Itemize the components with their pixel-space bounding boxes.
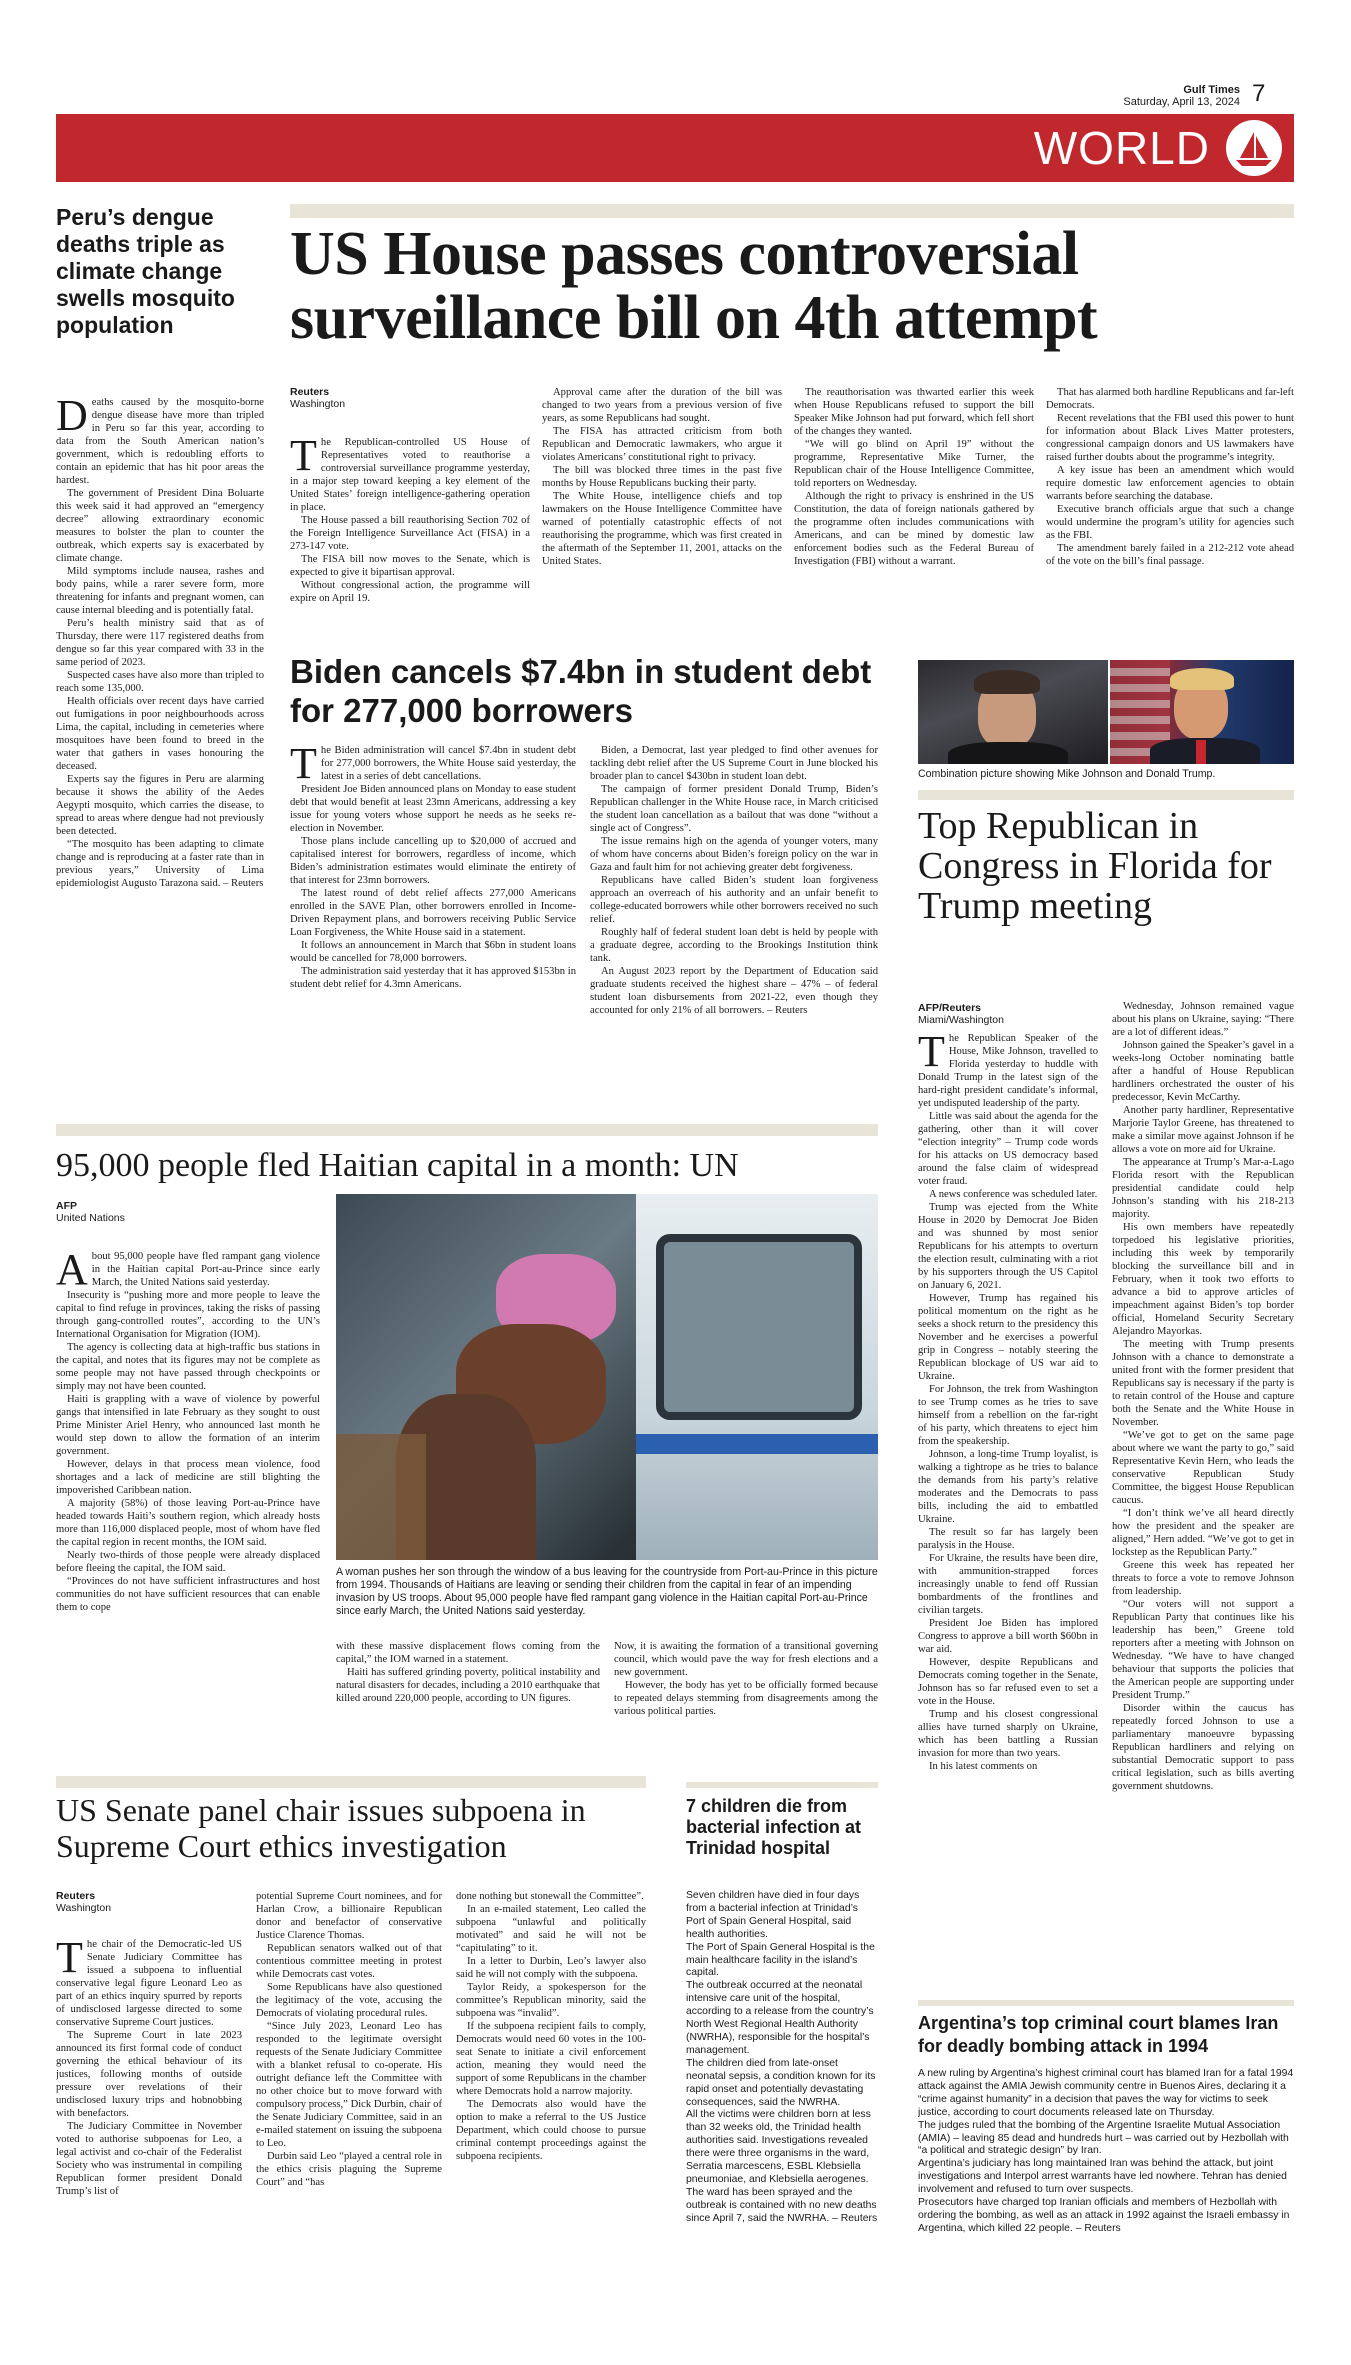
dhow-boat-icon xyxy=(1226,120,1282,176)
paragraph: The children died from late-onset neonatal sepsis, a condition known for its rapid onset and potentially devastating consequences, said the NWRHA. xyxy=(686,2057,876,2108)
paragraph: Haiti is grappling with a wave of violence by powerful gangs that intensified in late February as they sought to oust Prime Minister Ariel Henry, who announced last month he would step down to allow the formation of an interim government. xyxy=(56,1394,320,1457)
paragraph: Roughly half of federal student loan debt is held by people with a graduate degree, according to the Brookings Institution think tank. xyxy=(590,927,878,964)
paragraph: For Ukraine, the results have been dire, with ammunition-strapped forces increasingly unable to fend off Russian bombardments of the frontlines and civilian targets. xyxy=(918,1553,1098,1616)
paragraph: In an e-mailed statement, Leo called the subpoena “unlawful and politically motivated” and said he will not be “capitulating” to it. xyxy=(456,1904,646,1954)
paragraph: A new ruling by Argentina’s highest criminal court has blamed Iran for a fatal 1994 attack against the AMIA Jewish community centre in Buenos Aires, declaring it a “crime against humanity” in a decision that paves the way for victims to seek justice, according to court documents released late on Thursday. xyxy=(918,2068,1294,2118)
paragraph: If the subpoena recipient fails to comply, Democrats would need 60 votes in the 100-seat Senate to initiate a civil enforcement action, meaning they would need the support of some Republicans in the chamber where Democrats hold a narrow majority. xyxy=(456,2021,646,2097)
page-number: 7 xyxy=(1252,80,1266,107)
paragraph: “The mosquito has been adapting to climate change and is reproducing at a faster rate than in previous years,” University of Lima epidemiologist Augusto Tarazona said. – Reuters xyxy=(56,839,264,889)
photo-caption: Combination picture showing Mike Johnson and Donald Trump. xyxy=(918,768,1216,780)
paragraph: “We will go blind on April 19” without the programme, Representative Mike Turner, the Republican chair of the House Intelligence Committee, told reporters on Wednesday. xyxy=(794,439,1034,489)
paragraph: It follows an announcement in March that $6bn in student loans would be cancelled for 78,000 borrowers. xyxy=(290,940,576,964)
paragraph: In a letter to Durbin, Leo’s lawyer also said he will not comply with the subpoena. xyxy=(456,1956,646,1980)
haiti-photo-caption: A woman pushes her son through the window of a bus leaving for the countryside from Port-au-Prince in this picture from 1994. Thousands of Haitians are leaving or sending their children from the capital in fear of an impending invasion by US troops. About 95,000 people have fled rampant gang violence in the Haitian capital Port-au-Prince since early March, the United Nations said yesterday. xyxy=(336,1566,878,1617)
dateline: Miami/Washington xyxy=(918,1014,1004,1026)
argentina-top-rule xyxy=(918,2000,1294,2006)
haiti-byline xyxy=(56,1200,256,1224)
paragraph: Health officials over recent days have carried out fumigations in poor neighbourhoods across Lima, the capital, including in cemeteries where mosquitoes have been found to breed in the water that gathers in vases honouring the deceased. xyxy=(56,696,264,772)
agency: Reuters xyxy=(56,1890,96,1902)
haiti-col-1 xyxy=(56,1250,320,1830)
dateline: Washington xyxy=(290,398,346,410)
paragraph: A news conference was scheduled later. xyxy=(929,1189,1098,1200)
paragraph: In his latest comments on xyxy=(929,1761,1038,1772)
paragraph: The government of President Dina Boluarte this week said it had approved an “emergency decree” allowing extraordinary economic measures to bolster the plan to counter the outbreak, which experts say is exacerbated by climate change. xyxy=(56,488,264,564)
senate-col-1 xyxy=(56,1938,242,2320)
surveillance-col-2 xyxy=(542,386,782,616)
surveillance-byline xyxy=(290,386,490,410)
dropcap: D xyxy=(56,396,88,440)
johnson-photo xyxy=(918,660,1108,764)
paragraph: with these massive displacement flows coming from the capital,” the IOM warned in a statement. xyxy=(336,1641,600,1665)
paragraph: bout 95,000 people have fled rampant gang violence in the Haitian capital Port-au-Prince since early March, the United Nations said yesterday. xyxy=(91,1251,320,1288)
biden-headline: Biden cancels $7.4bn in student debt for 277,000 borrowers xyxy=(290,653,872,729)
paragraph: The FISA has attracted criticism from both Republican and Democratic lawmakers, who argue it violates Americans’ constitutional right to privacy. xyxy=(542,426,782,463)
paragraph: His own members have repeatedly torpedoed his legislative priorities, including this week by temporarily blocking the surveillance bill and in February, when it took two efforts to advance a bid to approve articles of impeachment against Biden’s top border official, Homeland Security Secretary Alejandro Mayorkas. xyxy=(1112,1222,1294,1337)
paragraph: Argentina’s judiciary has long maintained Iran was behind the attack, but joint investigations and Interpol arrest warrants have led nowhere. Tehran has denied involvement and refused to turn over suspects. xyxy=(918,2158,1287,2196)
paragraph: Those plans include cancelling up to $20,000 of accrued and capitalised interest for borrowers, regardless of income, which Biden’s administration estimates would eliminate the entirety of that interest for 23mn borrowers. xyxy=(290,836,576,886)
haiti-bus-photo xyxy=(336,1194,878,1560)
paragraph: The reauthorisation was thwarted earlier this week when House Republicans refused to support the bill Speaker Mike Johnson had put forward, which fell short of the changes they wanted. xyxy=(794,387,1034,437)
paragraph: The agency is collecting data at high-traffic bus stations in the capital, and notes that its figures may not be complete as some people may not have passed through checkpoints or simply may not have been counted. xyxy=(56,1342,320,1392)
paragraph: eaths caused by the mosquito-borne dengue disease have more than tripled in Peru so far this year, according to data from the South American nation’s government, which is redoubling efforts to contain an epidemic that has hit poor areas the hardest. xyxy=(56,397,264,486)
paragraph: Executive branch officials argue that such a change would undermine the program’s utility for agencies such as the FBI. xyxy=(1046,504,1294,541)
paragraph: The appearance at Trump’s Mar-a-Lago Florida resort with the Republican presidential candidate could help Johnson’s standing with his 218-213 majority. xyxy=(1112,1157,1294,1220)
paragraph: The House passed a bill reauthorising Section 702 of the Foreign Intelligence Surveillance Act (FISA) in a 273-147 vote. xyxy=(290,515,530,552)
paragraph: The issue remains high on the agenda of younger voters, many of whom have concerns about Biden’s foreign policy on the war in Gaza and fault him for not achieving greater debt forgiveness. xyxy=(590,836,878,873)
paragraph: However, delays in that process mean violence, food shortages and a lack of medicine are still blighting the impoverished Caribbean nation. xyxy=(56,1459,320,1496)
senate-col-3 xyxy=(456,1890,646,2320)
paragraph: Biden, a Democrat, last year pledged to find other avenues for tackling debt relief after the US Supreme Court in June blocked his broader plan to cancel $430bn in student loan debt. xyxy=(590,745,878,782)
paragraph: he Republican-controlled US House of Representatives voted to reauthorise a controversial surveillance programme yesterday, in a major step toward keeping a key element of the United States’ foreign intelligence-gathering operation in place. xyxy=(290,437,530,513)
paragraph: he Republican Speaker of the House, Mike Johnson, travelled to Florida yesterday to huddle with Donald Trump in the latest sign of the hard-right president candidate’s informal, yet undisputed leadership of the party. xyxy=(918,1033,1098,1109)
paragraph: “I don’t think we’ve all heard directly how the president and the speaker are aligned,” Hern added. “We’ve got to get in lockstep as the Republican Party.” xyxy=(1112,1508,1294,1558)
paragraph: he Biden administration will cancel $7.4bn in student debt for 277,000 borrowers, the White House said yesterday, the latest in a series of debt cancellations. xyxy=(320,745,576,782)
paragraph: An August 2023 report by the Department of Education said graduate students received the highest share – 47% – of federal student loan disbursements from 2021-22, even though they accounted for only 21% of all borrowers. – Reuters xyxy=(590,966,878,1016)
dropcap: A xyxy=(56,1250,88,1294)
paragraph: Some Republicans have also questioned the legitimacy of the vote, accusing the Democrats of violating procedural rules. xyxy=(256,1982,442,2019)
masthead xyxy=(0,0,1351,120)
surveillance-col-4 xyxy=(1046,386,1294,616)
agency: AFP xyxy=(56,1200,77,1212)
senate-col-2 xyxy=(256,1890,442,2320)
paragraph: Wednesday, Johnson remained vague about his plans on Ukraine, saying: “There are a lot of different ideas.” xyxy=(1112,1001,1294,1038)
surveillance-top-rule xyxy=(290,204,1294,218)
dropcap: T xyxy=(290,744,317,788)
paragraph: Without congressional action, the programme will expire on April 19. xyxy=(290,580,530,604)
paragraph: done nothing but stonewall the Committee”. xyxy=(456,1891,644,1902)
paragraph: The latest round of debt relief affects 277,000 Americans enrolled in the SAVE Plan, other borrowers enrolled in Income-Driven Repayment plans, and borrowers receiving Public Service Loan Forgiveness, the White House said in a statement. xyxy=(290,888,576,938)
paragraph: Although the right to privacy is enshrined in the US Constitution, the data of foreign nationals gathered by the programme often includes communications with Americans, and can be mined by domestic law enforcement bodies such as the Federal Bureau of Investigation (FBI) without a warrant. xyxy=(794,491,1034,567)
paragraph: potential Supreme Court nominees, and for Harlan Crow, a billionaire Republican donor and benefactor of conservative Justice Clarence Thomas. xyxy=(256,1891,442,1941)
paragraph: The judges ruled that the bombing of the Argentine Israelite Mutual Association (AMIA) – leaving 85 dead and hundreds hurt – was carried out by Hezbollah with “a political and strategic design” by Iran. xyxy=(918,2119,1289,2157)
paragraph: The Port of Spain General Hospital is the main healthcare facility in the island’s capital. xyxy=(686,1941,875,1979)
paragraph: Durbin said Leo “played a central role in the ethics crisis plaguing the Supreme Court” and “has xyxy=(256,2151,442,2188)
paragraph: Nearly two-thirds of those people were already displaced before fleeing the capital, the IOM said. xyxy=(56,1550,320,1574)
paragraph: Another party hardliner, Representative Marjorie Taylor Greene, has threatened to make a similar move against Johnson if he allows a vote on more aid for Ukraine. xyxy=(1112,1105,1294,1155)
trump-top-rule xyxy=(918,790,1294,800)
paragraph: The meeting with Trump presents Johnson with a chance to demonstrate a united front with the former president that Republicans say is necessary if the party is to retain control of the House and capture both the Senate and the White House in November. xyxy=(1112,1339,1294,1428)
paragraph: However, Trump has regained his political momentum on the right as he seeks a shock return to the presidency this November and he exercises a powerful grip in Congress – notably steering the Republican blockage of US war aid to Ukraine. xyxy=(918,1293,1098,1382)
paragraph: A majority (58%) of those leaving Port-au-Prince have headed towards Haiti’s southern region, which already hosts more than 116,000 displaced people, most of whom have fled the capital region in recent months, the IOM said. xyxy=(56,1498,320,1548)
haiti-col-2 xyxy=(336,1640,600,1760)
paragraph: Recent revelations that the FBI used this power to hunt for information about Black Lives Matter protesters, congressional campaign donors and US lawmakers have raised further doubts about the programme’s integrity. xyxy=(1046,413,1294,463)
paragraph: Haiti has suffered grinding poverty, political instability and natural disasters for decades, including a 2010 earthquake that killed around 220,000 people, according to UN figures. xyxy=(336,1667,600,1704)
paragraph: The Supreme Court in late 2023 announced its first formal code of conduct governing the ethical behaviour of its justices, following months of outside pressure over revelations of their undisclosed luxury trips and hobnobbing with benefactors. xyxy=(56,2030,242,2119)
peru-body xyxy=(56,396,264,1106)
senate-top-rule xyxy=(56,1776,646,1788)
paragraph: Taylor Reidy, a spokesperson for the committee’s Republican minority, said the subpoena was “invalid”. xyxy=(456,1982,646,2019)
paragraph: Trump was ejected from the White House in 2020 by Democrat Joe Biden and was shunned by most senior Republicans for his attempts to overturn the election result, culminating with a riot by his supporters through the US Capitol on January 6, 2021. xyxy=(918,1202,1098,1291)
trump-headline: Top Republican in Congress in Florida for Trump meeting xyxy=(918,805,1272,927)
paragraph: For Johnson, the trek from Washington to see Trump comes as he tries to save himself from a rebellion on the far-right of his party, which threatens to eject him from the speakership. xyxy=(918,1384,1098,1447)
senate-byline xyxy=(56,1890,236,1914)
paragraph: “Since July 2023, Leonard Leo has responded to the legitimate oversight requests of the Senate Judiciary Committee with a blanket refusal to co-operate. His outright defiance left the Committee with no other choice but to move forward with compulsory process,” Dick Durbin, chair of the Senate Judiciary Committee, said in an e-mailed statement on issuing the subpoena to Leo. xyxy=(256,2021,442,2149)
paragraph: Johnson, a long-time Trump loyalist, is walking a tightrope as he tries to balance the demands from his party’s relative moderates and the Democrats to pass bills, including the aid to embattled Ukraine. xyxy=(918,1449,1098,1525)
paragraph: Approval came after the duration of the bill was changed to two years from a previous version of five years, as some Republicans had sought. xyxy=(542,387,782,424)
paragraph: Greene this week has repeated her threats to force a vote to remove Johnson from leadership. xyxy=(1112,1560,1294,1597)
paragraph: President Joe Biden announced plans on Monday to ease student debt that would benefit at least 23mn Americans, addressing a key issue for young voters whose support he needs as he seeks re-election in November. xyxy=(290,784,576,834)
trump-col-1 xyxy=(918,1032,1098,1980)
paragraph: Experts say the figures in Peru are alarming because it shows the ability of the Aedes Aegypti mosquito, which carries the disease, to spread to areas where dengue had not previously been detected. xyxy=(56,774,264,837)
dropcap: T xyxy=(290,436,317,480)
paragraph: Johnson gained the Speaker’s gavel in a weeks-long October nominating battle after a handful of House Republican hardliners orchestrated the ouster of his predecessor, Kevin McCarthy. xyxy=(1112,1040,1294,1103)
paragraph: All the victims were children born at less than 32 weeks old, the Trinidad health authorities said. Investigations revealed there were three organisms in the ward, Serratia marcescens, ESBL Klebsiella pneumoniae, and Klebsiella aerogenes. xyxy=(686,2109,871,2185)
paragraph: That has alarmed both hardline Republicans and far-left Democrats. xyxy=(1046,387,1294,411)
agency: AFP/Reuters xyxy=(918,1002,982,1014)
agency: Reuters xyxy=(290,386,330,398)
trump-byline xyxy=(918,1002,1068,1026)
haiti-col-3 xyxy=(614,1640,878,1760)
paragraph: Seven children have died in four days from a bacterial infection at Trinidad’s Port of Spain General Hospital, said health authorities. xyxy=(686,1890,860,1940)
trump-photo xyxy=(1110,660,1294,764)
paragraph: Republican senators walked out of that contentious committee meeting in protest while Democrats cast votes. xyxy=(256,1943,442,1980)
paragraph: Disorder within the caucus has repeatedly forced Johnson to use a parliamentary manoeuvre bypassing Republican hardliners and relying on substantial Democratic support to pass critical legislation, such as bills averting government shutdowns. xyxy=(1112,1703,1294,1792)
paragraph: The Judiciary Committee in November voted to authorise subpoenas for Leo, a legal activist and co-chair of the Federalist Society who was instrumental in compiling Republican former president Donald Trump’s list of xyxy=(56,2121,242,2197)
paragraph: Trump and his closest congressional allies have turned sharply on Ukraine, which has been battling a Russian invasion for more than two years. xyxy=(918,1709,1098,1759)
paragraph: The outbreak occurred at the neonatal intensive care unit of the hospital, according to a release from the country’s North West Regional Health Authority (NWRHA), responsible for the hospital’s management. xyxy=(686,1980,874,2056)
paragraph: Mild symptoms include nausea, rashes and body pains, while a rarer severe form, more threatening for infants and pregnant women, can cause internal bleeding and is potentially fatal. xyxy=(56,566,264,616)
paragraph: The administration said yesterday that it has approved $153bn in student debt relief for 4.3mn Americans. xyxy=(290,966,576,990)
dateline: United Nations xyxy=(56,1212,125,1224)
argentina-headline: Argentina’s top criminal court blames Iran for deadly bombing attack in 1994 xyxy=(918,2013,1279,2056)
trinidad-body xyxy=(686,1890,878,2330)
haiti-headline: 95,000 people fled Haitian capital in a month: UN xyxy=(56,1147,739,1184)
paragraph: The campaign of former president Donald Trump, Biden’s Republican challenger in the White House race, in March criticised the student loan cancellation as a bailout that was done “without a single act of Congress”. xyxy=(590,784,878,834)
section-banner xyxy=(56,114,1294,182)
haiti-top-rule xyxy=(56,1124,878,1136)
issue-date: Saturday, April 13, 2024 xyxy=(1123,96,1240,108)
trinidad-top-rule xyxy=(686,1782,878,1788)
biden-col-1 xyxy=(290,744,576,1100)
biden-col-2 xyxy=(590,744,878,1100)
paragraph: The White House, intelligence chiefs and top lawmakers on the House Intelligence Committee have warned of potentially catastrophic effects of not reauthorising the programme, which was first created in the aftermath of the September 11, 2001, attacks on the United States. xyxy=(542,491,782,567)
paragraph: However, the body has yet to be officially formed because to repeated delays stemming from disagreements among the various political parties. xyxy=(614,1680,878,1717)
paragraph: Peru’s health ministry said that as of Thursday, there were 117 registered deaths from dengue so far this year compared with 33 in the same period of 2023. xyxy=(56,618,264,668)
paragraph: The bill was blocked three times in the past five months by House Republicans bucking their party. xyxy=(542,465,782,489)
argentina-body xyxy=(918,2068,1294,2328)
trump-col-2 xyxy=(1112,1000,1294,1980)
surveillance-headline: US House passes controversial surveillance bill on 4th attempt xyxy=(290,220,1098,352)
paragraph: Insecurity is “pushing more and more people to leave the capital to find refuge in provinces, taking the risks of passing through gang-controlled routes”, according to the UN’s International Organisation for Migration (IOM). xyxy=(56,1290,320,1340)
section-title: WORLD xyxy=(1033,122,1210,174)
senate-headline: US Senate panel chair issues subpoena in Supreme Court ethics investigation xyxy=(56,1792,586,1864)
surveillance-col-3 xyxy=(794,386,1034,616)
dropcap: T xyxy=(56,1938,83,1982)
paragraph: President Joe Biden has implored Congress to approve a bill worth $60bn in war aid. xyxy=(918,1618,1098,1655)
paragraph: he chair of the Democratic-led US Senate Judiciary Committee has issued a subpoena to influential conservative legal figure Leonard Leo as part of an ethics inquiry spurred by reports of undisclosed largesse directed to some conservative Supreme Court justices. xyxy=(56,1939,242,2028)
paragraph: Republicans have called Biden’s student loan forgiveness approach an overreach of his authority and an unfair benefit to college-educated borrowers while other borrowers received no such relief. xyxy=(590,875,878,925)
paragraph: The result so far has largely been paralysis in the House. xyxy=(918,1527,1098,1551)
paragraph: Prosecutors have charged top Iranian officials and members of Hezbollah with ordering the bombing, as well as an attack in 1992 against the Israeli embassy in Argentina, which killed 22 people. – Reuters xyxy=(918,2197,1290,2234)
dropcap: T xyxy=(918,1032,945,1076)
paragraph: The amendment barely failed in a 212-212 vote ahead of the vote on the bill’s final passage. xyxy=(1046,543,1294,567)
dateline: Washington xyxy=(56,1902,112,1914)
paragraph: A key issue has been an amendment which would require domestic law enforcement agencies to obtain warrants before searching the database. xyxy=(1046,465,1294,502)
paragraph: The Democrats also would have the option to make a referral to the US Justice Department, which could choose to pursue criminal contempt proceedings against the subpoena recipients. xyxy=(456,2099,646,2162)
paragraph: However, despite Republicans and Democrats coming together in the Senate, Johnson has so far refused even to set a vote in the House. xyxy=(918,1657,1098,1707)
trinidad-headline: 7 children die from bacterial infection at Trinidad hospital xyxy=(686,1796,862,1858)
paragraph: Now, it is awaiting the formation of a transitional governing council, which would pave the way for fresh elections and a new government. xyxy=(614,1641,878,1678)
paragraph: Suspected cases have also more than tripled to reach some 135,000. xyxy=(56,670,264,694)
paragraph: The ward has been sprayed and the outbreak is contained with no new deaths since April 7, said the NWRHA. – Reuters xyxy=(686,2186,878,2224)
paragraph: “We’ve got to get on the same page about where we want the party to go,” said Representative Kevin Hern, who leads the conservative Republican Study Committee, the biggest House Republican caucus. xyxy=(1112,1430,1294,1506)
paragraph: “Our voters will not support a Republican Party that continues like his leadership has been,” Greene told reporters after a meeting with Johnson on Wednesday. “We have to have changed behaviour that supports the policies that the American people are supporting under President Trump.” xyxy=(1112,1599,1294,1701)
peru-headline: Peru’s dengue deaths triple as climate change swells mosquito population xyxy=(56,204,235,338)
paper-name: Gulf Times xyxy=(1183,84,1240,96)
paragraph: The FISA bill now moves to the Senate, which is expected to give it bipartisan approval. xyxy=(290,554,530,578)
surveillance-col-1 xyxy=(290,436,530,616)
paragraph: “Provinces do not have sufficient infrastructures and host communities do not have sufficient resources that can enable them to cope xyxy=(56,1576,320,1613)
paragraph: Little was said about the agenda for the gathering, other than it will cover “election integrity” – Trump code words for his attacks on US democracy based around the false claim of widespread voter fraud. xyxy=(918,1111,1098,1187)
